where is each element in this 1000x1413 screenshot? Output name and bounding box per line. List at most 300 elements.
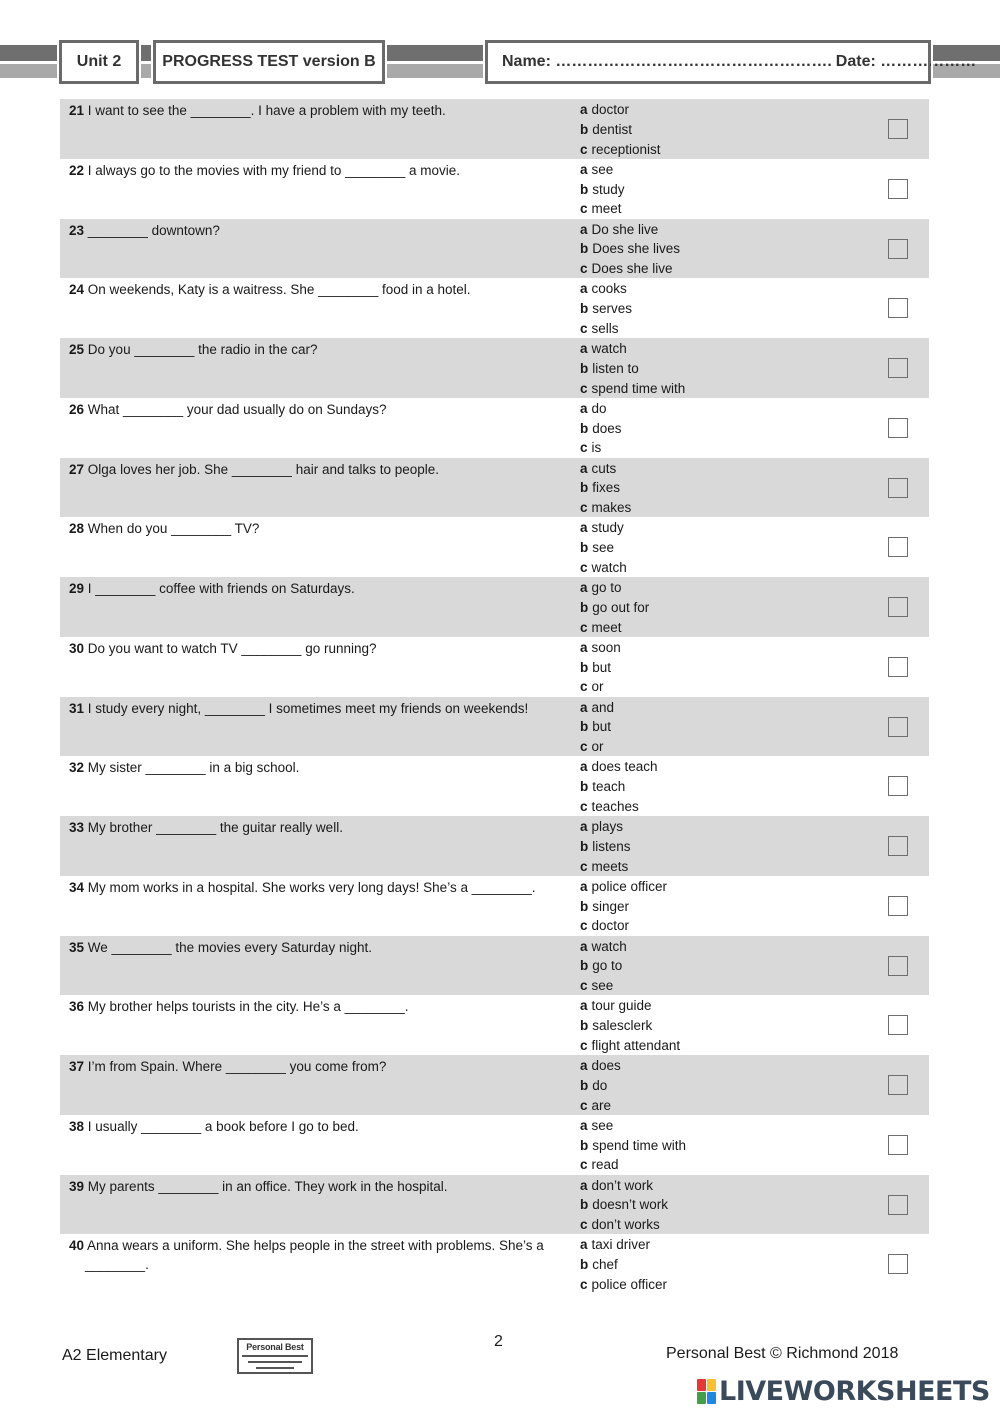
answer-options [580,100,661,159]
answer-option [580,956,627,976]
answer-option [580,339,685,359]
option-text: watch [591,559,627,575]
answer-option [580,199,625,219]
option-letter: a [580,1058,588,1073]
question-sentence: When do you ________ TV? [87,521,260,537]
option-text: listen to [592,360,639,376]
question-row [60,99,929,159]
answer-input-box[interactable] [888,597,908,617]
option-text: see [591,978,614,994]
option-letter: a [580,998,588,1014]
question-row [60,159,929,219]
answer-options [580,1176,668,1235]
answer-options [580,1056,621,1115]
option-letter: a [580,1117,588,1133]
answer-options [580,459,631,518]
question-sentence-continued: ________. [85,1257,149,1273]
question-text [69,1057,559,1076]
question-sentence: We ________ the movies every Saturday night. [87,939,372,955]
question-text [69,639,559,658]
question-row [60,1055,929,1115]
name-field: Name: ……………………………………………. [502,53,832,70]
answer-options [580,518,627,577]
answer-option [580,1116,686,1136]
answer-option [580,419,622,439]
question-row [60,398,929,458]
question-number: 21 [69,103,85,118]
answer-input-box[interactable] [888,478,908,498]
option-text: see [591,1117,614,1133]
answer-option [580,797,658,817]
option-letter: b [580,838,589,854]
answer-option [580,877,667,897]
question-sentence: I ________ coffee with friends on Saturdays. [87,581,355,596]
answer-option [580,857,631,877]
question-row [60,278,929,338]
option-letter: b [580,1018,589,1034]
answer-option [580,239,680,259]
question-number: 27 [69,461,85,477]
option-letter: a [580,819,588,834]
option-text: Does she lives [592,241,681,257]
answer-option [580,140,661,160]
question-row [60,338,929,398]
answer-input-box[interactable] [888,239,908,259]
answer-options [580,1116,686,1175]
copyright-text: Personal Best © Richmond 2018 [666,1345,899,1362]
question-text [69,818,559,837]
question-text [69,400,559,419]
option-text: study [592,181,625,197]
question-number: 32 [69,760,85,776]
answer-option [580,717,614,737]
answer-option [580,558,627,578]
answer-options [580,220,680,279]
option-text: do [591,400,607,416]
option-letter: b [580,540,589,556]
question-number: 39 [69,1178,85,1194]
answer-option [580,498,631,518]
answer-option [580,518,627,538]
question-number: 28 [69,521,85,537]
answer-option [580,120,661,140]
option-text: meets [591,858,629,874]
option-letter: a [580,1177,588,1193]
answer-input-box[interactable] [888,836,908,856]
unit-label: Unit 2 [59,40,139,84]
option-letter: c [580,978,588,994]
answer-input-box[interactable] [888,657,908,677]
question-sentence: My brother helps tourists in the city. He’s a ________. [87,999,409,1015]
question-sentence: I always go to the movies with my friend to ________ a movie. [87,162,460,178]
answer-options [580,399,622,458]
option-text: meet [591,619,622,635]
option-letter: c [580,1097,588,1113]
option-text: but [592,659,612,675]
answer-option [580,1155,686,1175]
option-text: tour guide [591,998,652,1014]
option-text: do [592,1077,608,1093]
option-letter: c [580,201,588,217]
option-text: police officer [591,1276,668,1292]
answer-option [580,897,667,917]
question-text [69,280,559,299]
question-number: 23 [69,222,85,238]
answer-input-box[interactable] [888,1254,908,1274]
question-row [60,577,929,637]
question-text [69,221,559,240]
question-text [69,340,559,359]
answer-options [580,817,631,876]
option-text: or [591,679,604,695]
answer-option [580,757,658,777]
option-letter: b [580,659,589,675]
option-letter: a [580,878,588,894]
option-letter: b [580,719,589,735]
answer-option [580,677,621,697]
option-letter: a [580,102,588,117]
option-text: salesclerk [592,1018,653,1034]
option-letter: b [580,958,589,974]
watermark-text: LIVEWORKSHEETS [719,1376,990,1407]
option-text: soon [591,639,621,655]
option-letter: c [580,380,588,396]
answer-input-box[interactable] [888,537,908,557]
option-text: teach [592,779,626,795]
answer-options [580,578,649,637]
answer-option [580,737,614,757]
answer-option [580,777,658,797]
answer-option [580,100,661,120]
logo-text: Personal Best [246,1342,304,1352]
answer-option [580,996,680,1016]
option-text: makes [591,500,632,516]
option-letter: c [580,1217,588,1233]
answer-input-box[interactable] [888,119,908,139]
option-text: chef [592,1257,618,1273]
option-text: police officer [591,878,668,894]
option-letter: a [580,460,588,476]
answer-option [580,299,632,319]
answer-input-box[interactable] [888,358,908,378]
option-letter: c [580,858,588,874]
option-letter: c [580,1157,588,1173]
option-text: Does she live [591,261,673,277]
option-letter: c [580,1037,588,1053]
answer-option [580,379,685,399]
answer-option [580,259,680,279]
option-letter: a [580,341,588,356]
answer-input-box[interactable] [888,1075,908,1095]
question-row [60,816,929,876]
option-text: does [591,1058,621,1073]
question-sentence: Olga loves her job. She ________ hair and talks to people. [87,461,440,477]
answer-input-box[interactable] [888,896,908,916]
answer-input-box[interactable] [888,298,908,318]
question-sentence: My sister ________ in a big school. [87,760,300,776]
question-text [69,699,559,718]
question-text [69,579,559,598]
answer-options [580,996,680,1055]
answer-option [580,578,649,598]
option-letter: a [580,699,588,715]
answer-input-box[interactable] [888,1135,908,1155]
answer-options [580,339,685,398]
question-number: 24 [69,282,85,298]
question-number: 29 [69,581,85,596]
option-text: spend time with [592,1137,687,1153]
question-sentence: My mom works in a hospital. She works very long days! She’s a ________. [87,879,536,895]
option-text: go to [592,958,623,974]
answer-input-box[interactable] [888,418,908,438]
answer-options [580,937,627,996]
answer-options [580,160,625,219]
answer-options [580,279,632,338]
answer-option [580,459,631,479]
question-text [69,161,559,180]
option-letter: a [580,639,588,655]
option-letter: c [580,141,588,157]
question-row [60,936,929,996]
answer-option [580,438,622,458]
question-row [60,1115,929,1175]
question-sentence: I want to see the ________. I have a problem with my teeth. [87,103,446,118]
name-date-box [485,40,977,84]
option-letter: c [580,320,588,336]
question-row [60,1234,929,1294]
answer-input-box[interactable] [888,956,908,976]
question-number: 33 [69,820,85,835]
option-text: go to [591,580,622,595]
question-row [60,995,929,1055]
answer-option [580,1076,621,1096]
answer-option [580,837,631,857]
option-letter: c [580,619,588,635]
answer-option [580,399,622,419]
answer-option [580,220,680,240]
option-letter: c [580,440,588,456]
question-sentence: What ________ your dad usually do on Sundays? [87,401,387,417]
option-text: doesn’t work [592,1197,669,1213]
option-letter: a [580,400,588,416]
answer-option [580,1195,668,1215]
option-text: singer [592,898,630,914]
answer-option [580,817,631,837]
option-letter: b [580,360,589,376]
option-text: cuts [591,460,617,476]
option-letter: b [580,181,589,197]
answer-option [580,1136,686,1156]
question-row [60,1175,929,1235]
answer-option [580,618,649,638]
question-number: 36 [69,999,85,1015]
option-letter: c [580,798,588,814]
option-text: watch [591,341,627,356]
option-text: watch [591,938,627,954]
question-row [60,876,929,936]
question-row [60,756,929,816]
option-text: and [591,699,615,715]
answer-option [580,916,667,936]
option-letter: c [580,679,588,695]
answer-option [580,1255,667,1275]
answer-option [580,160,625,180]
answer-option [580,976,627,996]
option-letter: a [580,520,588,536]
liveworksheets-watermark [697,1376,990,1407]
answer-input-box[interactable] [888,717,908,737]
answer-input-box[interactable] [888,1195,908,1215]
question-number: 26 [69,401,85,417]
question-sentence: On weekends, Katy is a waitress. She ________ food in a hotel. [87,282,471,298]
option-letter: c [580,739,588,755]
option-text: Do she live [591,221,659,237]
question-number: 22 [69,162,85,178]
option-letter: b [580,301,589,317]
answer-input-box[interactable] [888,179,908,199]
option-text: doctor [591,918,630,934]
option-text: but [592,719,612,735]
question-sentence: ________ downtown? [87,222,220,238]
date-field: Date: ……………… [835,53,977,70]
question-sentence: I’m from Spain. Where ________ you come from? [87,1059,387,1074]
question-text [69,1117,559,1136]
question-text [69,997,559,1016]
option-text: serves [592,301,633,317]
question-number: 37 [69,1059,85,1074]
option-text: spend time with [591,380,686,396]
option-letter: b [580,1137,589,1153]
option-letter: a [580,221,588,237]
answer-option [580,937,627,957]
question-number: 38 [69,1118,85,1134]
option-letter: a [580,938,588,954]
option-text: flight attendant [591,1037,681,1053]
question-text [69,101,559,120]
logo-lines [242,1355,308,1371]
answer-option [580,638,621,658]
question-row [60,697,929,757]
answer-input-box[interactable] [888,776,908,796]
option-text: is [591,440,602,456]
question-sentence: Do you ________ the radio in the car? [87,342,318,357]
question-sentence: My parents ________ in an office. They work in the hospital. [87,1178,448,1194]
answer-option [580,658,621,678]
answer-option [580,1016,680,1036]
answer-option [580,698,614,718]
option-text: fixes [592,480,621,496]
option-letter: b [580,779,589,795]
option-letter: c [580,261,588,277]
option-letter: a [580,161,588,177]
option-text: read [591,1157,619,1173]
option-text: teaches [591,798,639,814]
question-row [60,458,929,518]
question-text [69,1177,559,1196]
option-letter: a [580,759,588,775]
option-letter: c [580,918,588,934]
answer-input-box[interactable] [888,1015,908,1035]
answer-option [580,359,685,379]
answer-options [580,698,614,757]
option-letter: b [580,1077,589,1093]
option-letter: a [580,281,588,297]
option-letter: b [580,599,589,615]
question-number: 40 [69,1238,85,1254]
option-letter: b [580,420,589,436]
option-letter: b [580,241,589,257]
option-text: see [591,161,614,177]
answer-option [580,478,631,498]
answer-option [580,1275,667,1295]
question-sentence: My brother ________ the guitar really well. [87,820,343,835]
answer-option [580,1096,621,1116]
answer-option [580,1056,621,1076]
answer-options [580,638,621,697]
option-text: don’t work [591,1177,654,1193]
question-text [69,519,559,538]
option-text: see [592,540,615,556]
question-text [69,878,559,897]
question-number: 35 [69,939,85,955]
option-text: does [592,420,622,436]
question-number: 31 [69,700,85,716]
question-list [60,99,929,1294]
question-sentence: Anna wears a uniform. She helps people in the street with problems. She’s a [87,1238,544,1254]
answer-option [580,1235,667,1255]
option-letter: b [580,1197,589,1213]
question-number: 25 [69,342,85,357]
page-number: 2 [494,1333,503,1350]
option-text: don’t works [591,1217,660,1233]
liveworksheets-icon [697,1379,716,1404]
option-letter: c [580,559,588,575]
option-text: or [591,739,604,755]
option-text: are [591,1097,612,1113]
answer-option [580,598,649,618]
option-text: meet [591,201,622,217]
question-text [69,938,559,957]
option-text: does teach [591,759,658,775]
answer-option [580,1176,668,1196]
option-text: listens [592,838,631,854]
option-text: plays [591,819,624,834]
question-row [60,219,929,279]
answer-option [580,1215,668,1235]
option-text: receptionist [591,141,661,157]
question-sentence: I study every night, ________ I sometimes meet my friends on weekends! [87,700,529,716]
personal-best-logo [237,1338,313,1374]
option-letter: b [580,480,589,496]
test-title: PROGRESS TEST version B [153,40,385,84]
option-text: study [591,520,624,536]
option-letter: b [580,121,589,137]
option-letter: c [580,500,588,516]
option-text: dentist [592,121,633,137]
question-sentence: Do you want to watch TV ________ go running? [87,640,377,656]
option-text: sells [591,320,619,336]
option-text: taxi driver [591,1237,651,1253]
answer-option [580,279,632,299]
question-row [60,517,929,577]
answer-option [580,538,627,558]
answer-option [580,319,632,339]
answer-option [580,180,625,200]
question-text [69,758,559,777]
option-text: doctor [591,102,630,117]
level-label: A2 Elementary [62,1347,167,1364]
question-sentence: I usually ________ a book before I go to bed. [87,1118,359,1134]
